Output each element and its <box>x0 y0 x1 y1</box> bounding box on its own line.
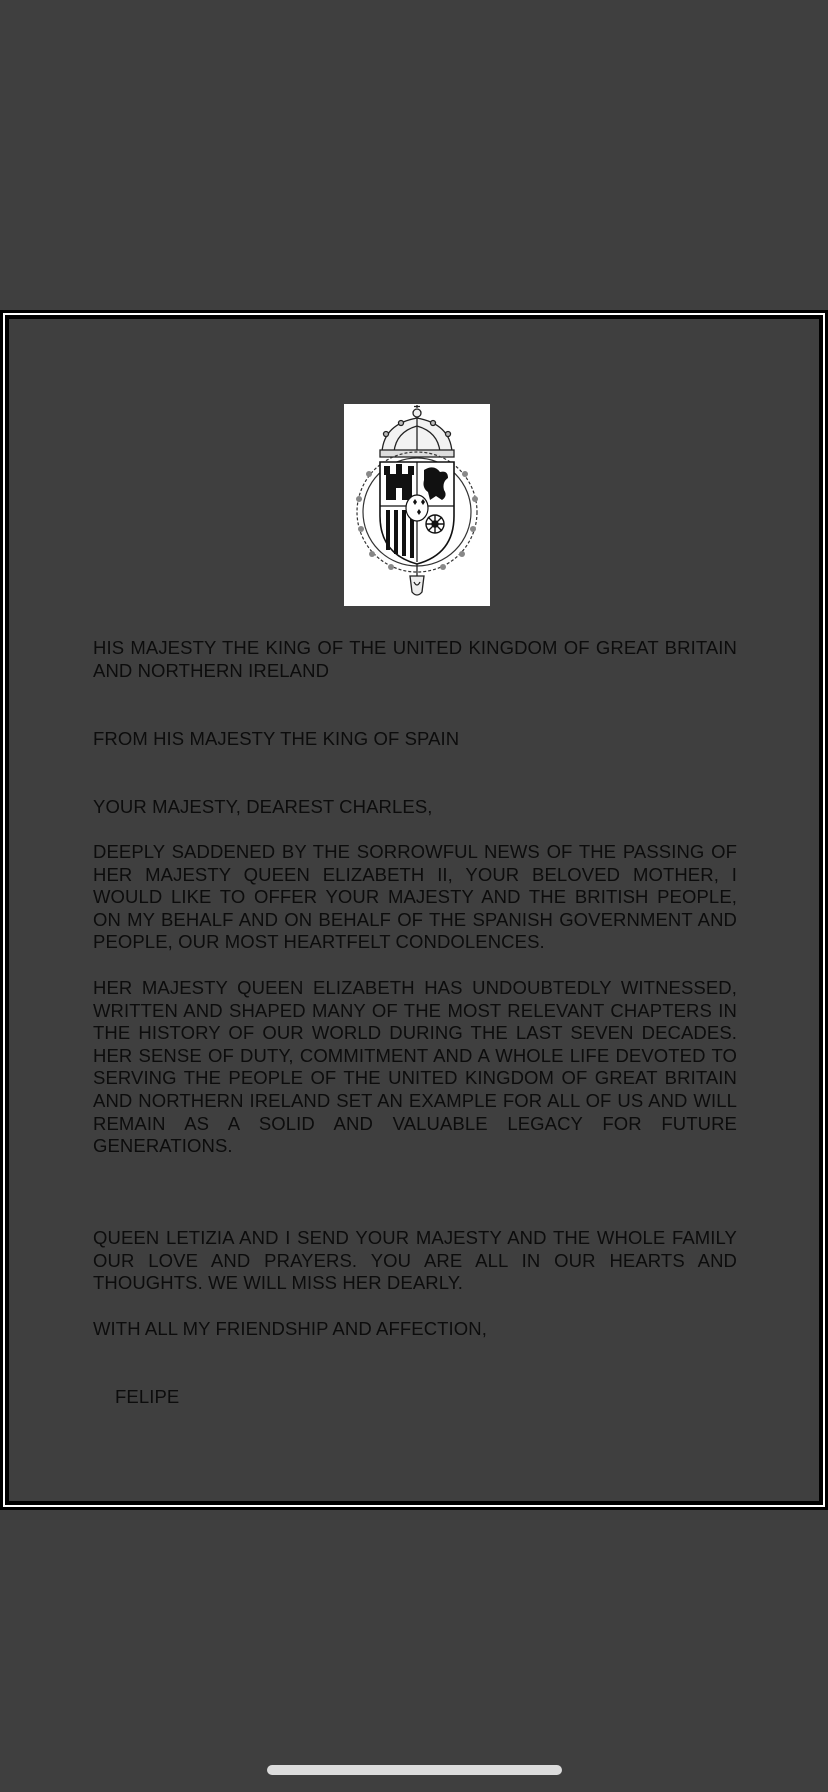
salutation: YOUR MAJESTY, DEAREST CHARLES, <box>93 796 433 817</box>
letter-border <box>3 313 825 1507</box>
letter-page <box>7 317 821 1503</box>
signature: FELIPE <box>115 1386 180 1407</box>
coat-of-arms-icon <box>344 404 490 606</box>
letter-paragraph: HER MAJESTY QUEEN ELIZABETH HAS UNDOUBTEDLY WITNESSED, WRITTEN AND SHAPED MANY OF THE MOST RELEVANT CHAPTERS IN THE HISTORY OF OUR WORLD DURING THE LAST SEVEN DECADES. HER SENSE OF DUTY, COMMITMENT AND A WHOLE LIFE DEVOTED TO SERVING THE PEOPLE OF THE UNITED KINGDOM OF GREAT BRITAIN AND NORTHERN IRELAND SET AN EXAMPLE FOR ALL OF US AND WILL REMAIN AS A SOLID AND VALUABLE LEGACY FOR FUTURE GENERATIONS. <box>93 977 737 1157</box>
recipient-address: HIS MAJESTY THE KING OF THE UNITED KINGDOM OF GREAT BRITAIN AND NORTHERN IRELAND <box>93 637 737 681</box>
closing-line: WITH ALL MY FRIENDSHIP AND AFFECTION, <box>93 1318 487 1339</box>
sender-line: FROM HIS MAJESTY THE KING OF SPAIN <box>93 728 460 749</box>
home-indicator[interactable] <box>267 1765 562 1775</box>
letter-image <box>0 310 828 1510</box>
letter-paragraph: DEEPLY SADDENED BY THE SORROWFUL NEWS OF THE PASSING OF HER MAJESTY QUEEN ELIZABETH II, YOUR BELOVED MOTHER, I WOULD LIKE TO OFFER YOUR MAJESTY AND THE BRITISH PEOPLE, ON MY BEHALF AND ON BEHALF OF THE SPANISH GOVERNMENT AND PEOPLE, OUR MOST HEARTFELT CONDOLENCES. <box>93 841 737 953</box>
letter-paragraph: QUEEN LETIZIA AND I SEND YOUR MAJESTY AND THE WHOLE FAMILY OUR LOVE AND PRAYERS. YOU ARE ALL IN OUR HEARTS AND THOUGHTS. WE WILL MISS HER DEARLY. <box>93 1227 737 1294</box>
